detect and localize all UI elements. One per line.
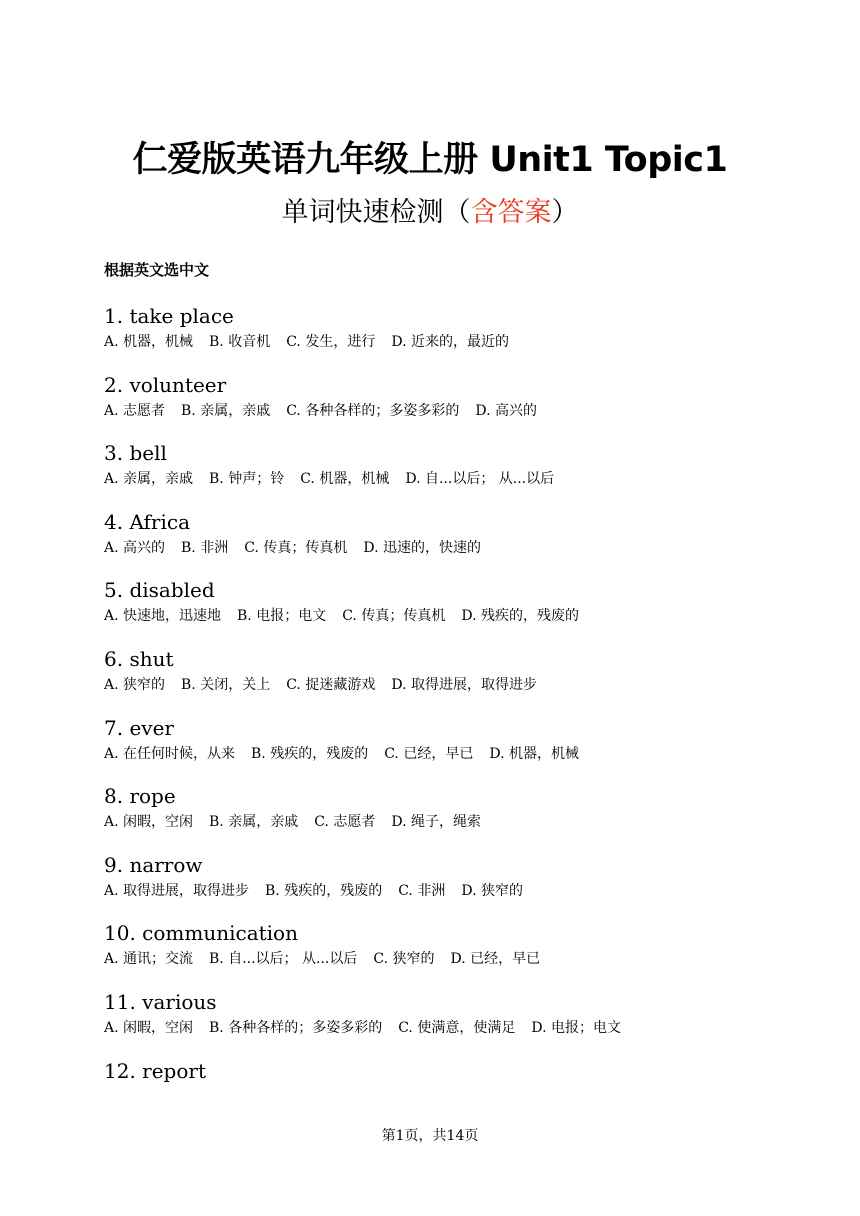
question-item [104, 1057, 804, 1126]
question-item [104, 508, 804, 577]
option-b: B. 自...以后； 从...以后 [209, 951, 358, 968]
option-c: C. 捉迷藏游戏 [286, 676, 376, 693]
option-a: A. 狭窄的 [104, 676, 166, 693]
option-c: C. 狭窄的 [373, 951, 435, 968]
question-options [104, 811, 804, 833]
question-item [104, 714, 804, 783]
option-c: C. 非洲 [398, 882, 446, 899]
question-list [104, 302, 804, 1125]
option-c: C. 机器，机械 [300, 471, 390, 488]
question-options [104, 948, 804, 970]
question-options [104, 400, 804, 422]
option-d: D. 高兴的 [475, 402, 537, 419]
question-options [104, 743, 804, 765]
option-a: A. 亲属，亲戚 [104, 471, 194, 488]
question-word: 1. take place [104, 304, 234, 328]
question-word: 8. rope [104, 784, 176, 809]
question-word: 7. ever [104, 715, 174, 740]
question-options [104, 331, 804, 353]
option-c: C. 志愿者 [314, 814, 376, 831]
option-d: D. 近来的，最近的 [391, 334, 509, 350]
option-d: D. 电报；电文 [531, 1019, 621, 1036]
question-options [104, 468, 804, 490]
option-d: D. 机器，机械 [489, 745, 579, 762]
question-item [104, 302, 804, 371]
option-a: A. 闲暇，空闲 [104, 814, 194, 831]
option-a: A. 通讯；交流 [104, 951, 194, 968]
option-d: D. 取得进展，取得进步 [391, 676, 537, 693]
option-a: A. 闲暇，空闲 [104, 1019, 194, 1036]
question-options [104, 674, 804, 696]
option-b: B. 关闭，关上 [181, 676, 271, 693]
question-item [104, 645, 804, 714]
option-d: D. 绳子，绳索 [391, 814, 481, 831]
subtitle-close-paren: ） [551, 197, 579, 228]
question-item [104, 371, 804, 440]
section-heading: 根据英文选中文 [104, 261, 210, 279]
option-b: B. 收音机 [209, 334, 271, 350]
question-item [104, 988, 804, 1057]
question-options [104, 1017, 804, 1039]
option-b: B. 残疾的，残废的 [265, 882, 383, 899]
question-item [104, 851, 804, 920]
option-b: B. 残疾的，残废的 [251, 745, 369, 762]
question-word: 12. report [104, 1058, 207, 1083]
option-a: A. 高兴的 [104, 539, 166, 556]
option-a: A. 取得进展，取得进步 [104, 882, 250, 899]
option-a: A. 在任何时候，从来 [104, 745, 236, 762]
question-item [104, 439, 804, 508]
question-word: 3. bell [104, 441, 167, 466]
option-d: D. 迅速的，快速的 [363, 539, 481, 556]
option-b: B. 亲属，亲戚 [181, 402, 271, 419]
question-word: 6. shut [104, 646, 174, 671]
option-a: A. 志愿者 [104, 402, 166, 419]
question-options [104, 605, 804, 627]
question-item [104, 576, 804, 645]
question-item [104, 782, 804, 851]
option-c: C. 传真；传真机 [342, 608, 446, 625]
document-subtitle [0, 194, 860, 232]
subtitle-main: 单词快速检测 [281, 197, 444, 228]
option-d: D. 自...以后； 从...以后 [405, 471, 555, 488]
option-c: C. 使满意，使满足 [398, 1019, 516, 1036]
question-word: 9. narrow [104, 852, 203, 877]
document-title: 仁爱版英语九年级上册 Unit1 Topic1 [132, 140, 728, 180]
question-word: 11. various [104, 989, 217, 1014]
question-options [104, 880, 804, 902]
question-word: 4. Africa [104, 509, 191, 534]
option-b: B. 非洲 [181, 539, 229, 556]
option-c: C. 发生，进行 [286, 334, 376, 350]
option-b: B. 电报；电文 [237, 608, 327, 625]
option-b: B. 钟声；铃 [209, 471, 285, 488]
subtitle-answer-note: 含答案 [470, 197, 552, 228]
question-item [104, 919, 804, 988]
page-footer: 第1页，共14页 [381, 1128, 479, 1144]
question-word: 2. volunteer [104, 372, 227, 397]
option-d: D. 狭窄的 [461, 882, 523, 899]
question-word: 10. communication [104, 921, 298, 946]
option-a: A. 快速地，迅速地 [104, 608, 222, 625]
option-c: C. 已经，早已 [384, 745, 474, 762]
question-options [104, 537, 804, 559]
option-d: D. 残疾的，残废的 [461, 608, 579, 625]
option-b: B. 亲属，亲戚 [209, 814, 299, 831]
option-d: D. 已经，早已 [450, 951, 541, 968]
option-b: B. 各种各样的；多姿多彩的 [209, 1019, 383, 1036]
question-word: 5. disabled [104, 578, 215, 603]
option-a: A. 机器，机械 [104, 334, 194, 350]
option-c: C. 各种各样的；多姿多彩的 [286, 402, 460, 419]
subtitle-open-paren: （ [443, 197, 471, 228]
option-c: C. 传真；传真机 [244, 539, 348, 556]
